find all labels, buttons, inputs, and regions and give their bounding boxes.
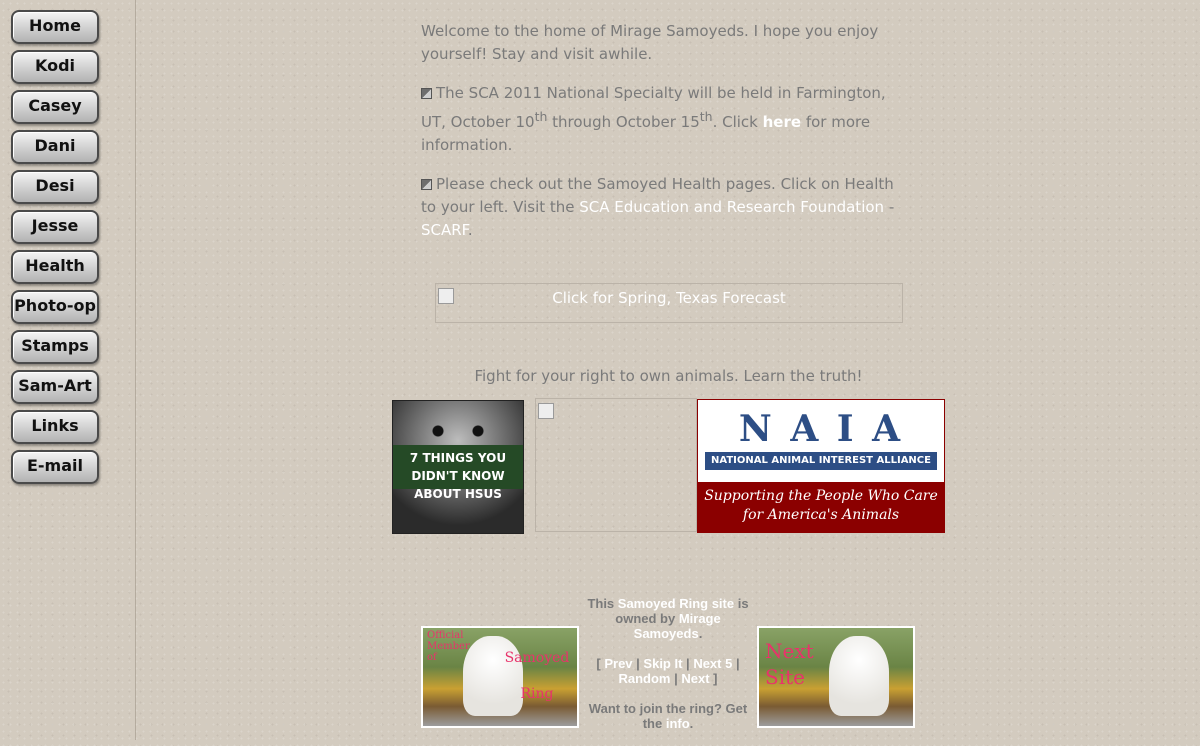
scarf-link[interactable]: SCARF: [421, 221, 468, 239]
nav-home-button[interactable]: Home: [11, 10, 99, 44]
weather-forecast-image[interactable]: Click for Spring, Texas Forecast: [435, 283, 903, 323]
samoyed-ring-member-image[interactable]: Official Member of Samoyed Ring: [421, 626, 579, 728]
naia-banner[interactable]: [697, 399, 945, 533]
broken-banner-image[interactable]: [535, 398, 697, 532]
dog-eyes-icon: [418, 421, 498, 441]
ring-skip-link[interactable]: Skip It: [643, 656, 683, 671]
hsus-banner[interactable]: [392, 400, 524, 534]
nav-sam-art-button[interactable]: Sam-Art: [11, 370, 99, 404]
nav-photo-op-button[interactable]: Photo-op: [11, 290, 99, 324]
nav-jesse-button[interactable]: Jesse: [11, 210, 99, 244]
specialty-announcement: The SCA 2011 National Specialty will be held in Farmington, UT, October 10th through October 15th. Click here for more information.: [421, 84, 886, 154]
broken-image-icon: [438, 288, 454, 304]
main-content: [421, 20, 906, 258]
sidebar-divider: [135, 0, 136, 740]
specialty-here-link[interactable]: here: [762, 113, 802, 131]
animal-rights-text: Fight for your right to own animals. Learn the truth!: [474, 367, 863, 385]
webring-info: This Samoyed Ring site is owned by Mirage Samoyeds. [ Prev | Skip It | Next 5 | Random | Next ] Want to join the ring? Get the info.: [587, 596, 749, 731]
hsus-banner-text: 7 THINGS YOU DIDN'T KNOW ABOUT HSUS: [393, 445, 523, 489]
health-announcement: Please check out the Samoyed Health pages. Click on Health to your left. Visit the SCA Education and Research Foundation - SCARF.: [421, 175, 895, 239]
ring-next-link[interactable]: Next: [681, 671, 710, 686]
bullet-icon: [421, 88, 432, 99]
nav-dani-button[interactable]: Dani: [11, 130, 99, 164]
nav-stamps-button[interactable]: Stamps: [11, 330, 99, 364]
naia-name: NATIONAL ANIMAL INTEREST ALLIANCE: [705, 452, 937, 470]
ring-info-link[interactable]: info: [665, 716, 690, 731]
next-site-image[interactable]: Next Site: [757, 626, 915, 728]
nav-links-button[interactable]: Links: [11, 410, 99, 444]
nav-desi-button[interactable]: Desi: [11, 170, 99, 204]
nav-email-button[interactable]: E-mail: [11, 450, 99, 484]
bullet-icon: [421, 179, 432, 190]
welcome-text: Welcome to the home of Mirage Samoyeds. I hope you enjoy yourself! Stay and visit awhile.: [421, 22, 879, 63]
owner-link[interactable]: Mirage Samoyeds: [633, 611, 721, 641]
nav-health-button[interactable]: Health: [11, 250, 99, 284]
ring-random-link[interactable]: Random: [618, 671, 671, 686]
ring-next5-link[interactable]: Next 5: [693, 656, 733, 671]
broken-image-icon: [538, 403, 554, 419]
naia-logo: N A I A: [738, 408, 904, 450]
samoyed-dog-image: [829, 636, 889, 716]
sca-foundation-link[interactable]: SCA Education and Research Foundation: [579, 198, 885, 216]
naia-tagline: Supporting the People Who Care for America's Animals: [698, 482, 944, 532]
nav-casey-button[interactable]: Casey: [11, 90, 99, 124]
sidebar-nav: [11, 10, 99, 490]
ring-prev-link[interactable]: Prev: [604, 656, 633, 671]
samoyed-ring-link[interactable]: Samoyed Ring site: [617, 596, 735, 611]
nav-kodi-button[interactable]: Kodi: [11, 50, 99, 84]
